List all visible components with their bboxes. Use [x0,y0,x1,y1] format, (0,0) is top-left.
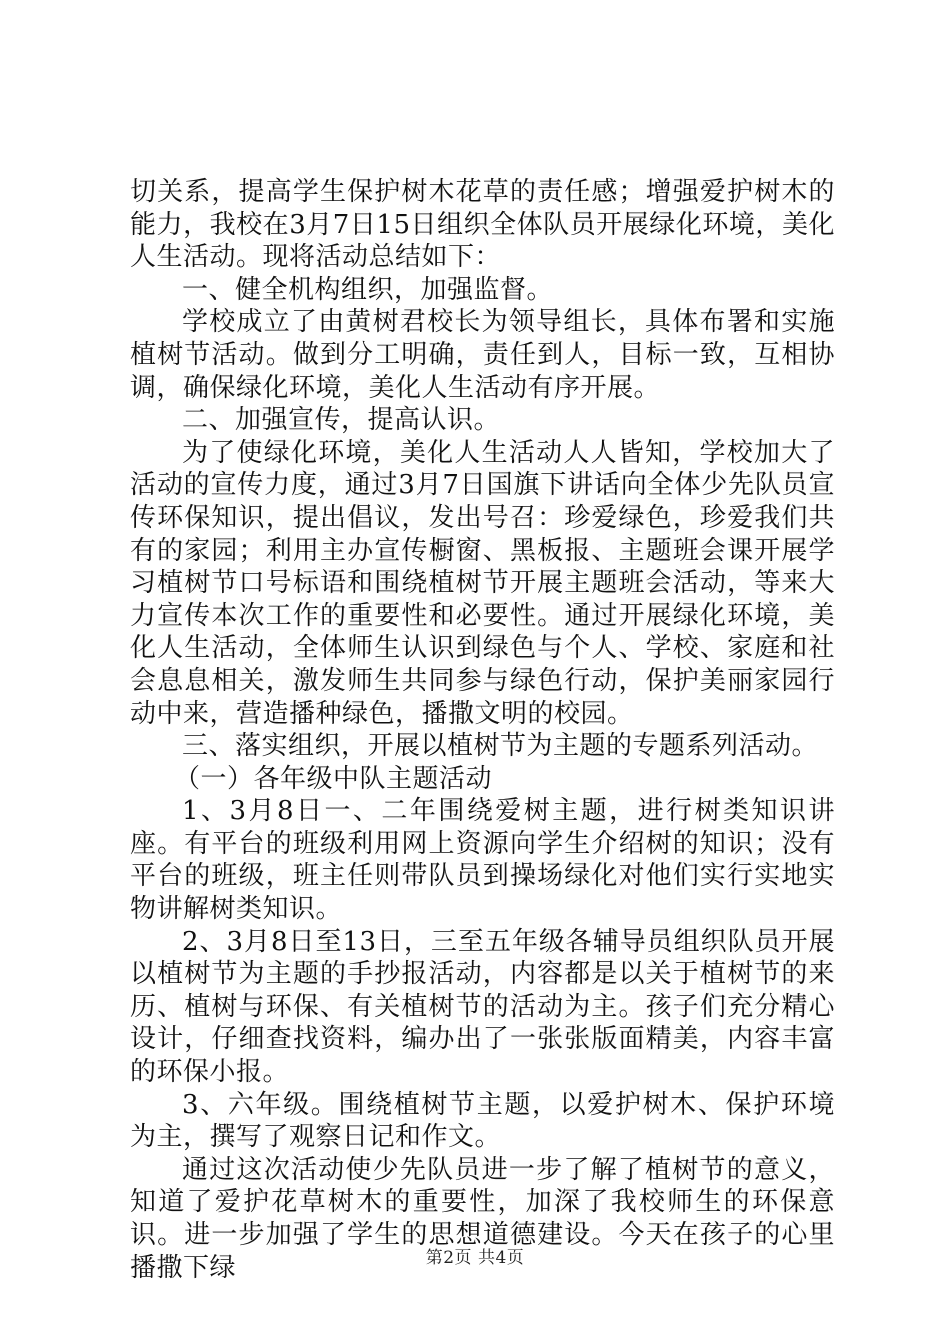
document-body [130,176,835,1284]
paragraph-section-2: 为了使绿化环境，美化人生活动人人皆知，学校加大了活动的宣传力度，通过3月7日国旗下讲话向全体少先队员宣传环保知识，提出倡议，发出号召：珍爱绿色，珍爱我们共有的家园；利用主办宣传橱窗、黑板报、主题班会课开展学习植树节口号标语和围绕植树节开展主题班会活动，等来大力宣传本次工作的重要性和必要性。通过开展绿化环境，美化人生活动，全体师生认识到绿色与个人、学校、家庭和社会息息相关，激发师生共同参与绿色行动，保护美丽家园行动中来，营造播种绿色，播撒文明的校园。 [130,437,835,729]
heading-section-1: 一、健全机构组织，加强监督。 [182,274,554,305]
heading-section-3: 三、落实组织，开展以植树节为主题的专题系列活动。 [182,731,819,762]
paragraph-intro: 切关系，提高学生保护树木花草的责任感；增强爱护树木的能力，我校在3月7日15日组织全体队员开展绿化环境，美化人生活动。现将活动总结如下： [130,177,835,273]
heading-section-2: 二、加强宣传，提高认识。 [182,405,501,436]
paragraph-item-1: 1、3月8日一、二年围绕爱树主题，进行树类知识讲座。有平台的班级利用网上资源向学生介绍树的知识；没有平台的班级，班主任则带队员到操场绿化对他们实行实地实物讲解树类知识。 [130,796,835,925]
paragraph-item-2: 2、3月8日至13日，三至五年级各辅导员组织队员开展以植树节为主题的手抄报活动，内容都是以关于植树节的来历、植树与环保、有关植树节的活动为主。孩子们充分精心设计，仔细查找资料，编办出了一张张版面精美，内容丰富的环保小报。 [130,926,835,1088]
paragraph-section-1: 学校成立了由黄树君校长为领导组长，具体布署和实施植树节活动。做到分工明确，责任到人，目标一致，互相协调，确保绿化环境，美化人生活动有序开展。 [130,307,835,403]
page-number: 第2页 共4页 [425,1248,525,1268]
paragraph-conclusion: 通过这次活动使少先队员进一步了解了植树节的意义，知道了爱护花草树木的重要性，加深了我校师生的环保意识。进一步加强了学生的思想道德建设。今天在孩子的心里播撒下绿 [130,1154,835,1283]
subheading-grade-activities: （一）各年级中队主题活动 [174,763,493,794]
paragraph-item-3: 3、六年级。围绕植树节主题，以爱护树木、保护环境为主，撰写了观察日记和作文。 [130,1089,835,1153]
